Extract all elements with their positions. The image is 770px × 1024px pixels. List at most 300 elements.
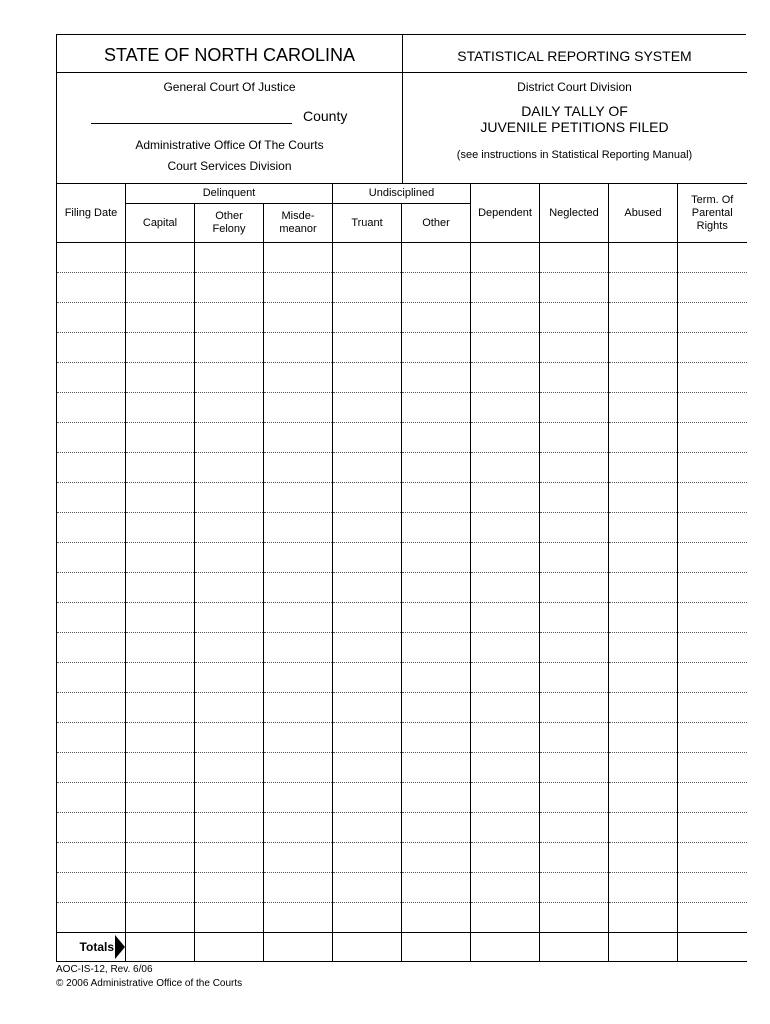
tally-cell[interactable] [540,513,609,543]
tally-cell[interactable] [264,243,333,273]
delinquent-header: Delinquent [126,184,333,204]
tally-cell[interactable] [540,363,609,393]
tally-cell[interactable] [264,723,333,753]
tally-cell[interactable] [195,693,264,723]
tally-cell[interactable] [195,873,264,903]
tally-cell[interactable] [333,243,402,273]
tally-cell[interactable] [402,483,471,513]
tally-cell[interactable] [402,873,471,903]
tally-cell[interactable] [57,873,126,903]
tally-cell[interactable] [678,813,747,843]
tally-cell[interactable] [126,543,195,573]
tally-cell[interactable] [57,273,126,303]
tally-cell[interactable] [57,783,126,813]
tally-cell[interactable] [678,633,747,663]
tally-cell[interactable] [471,723,540,753]
tally-cell[interactable] [471,843,540,873]
tally-row [57,243,747,273]
tally-cell[interactable] [264,903,333,933]
tally-cell[interactable] [264,303,333,333]
tally-cell[interactable] [195,813,264,843]
tally-cell[interactable] [333,303,402,333]
tally-cell[interactable] [471,873,540,903]
tally-row [57,843,747,873]
arrow-right-icon [115,935,125,959]
misdemeanor-line2: meanor [279,223,317,235]
tally-cell[interactable] [540,693,609,723]
tally-cell[interactable] [195,423,264,453]
tally-cell[interactable] [471,633,540,663]
county-label: County [303,108,348,124]
tally-cell[interactable] [609,363,678,393]
tally-cell[interactable] [57,753,126,783]
tally-cell[interactable] [57,513,126,543]
juvenile-petitions-form [56,34,746,962]
tally-cell[interactable] [402,243,471,273]
totals-row [57,933,747,962]
tally-cell[interactable] [540,813,609,843]
tally-cell[interactable] [471,663,540,693]
tally-cell[interactable] [471,453,540,483]
tally-cell[interactable] [264,363,333,393]
tally-cell[interactable] [402,453,471,483]
tally-cell[interactable] [264,393,333,423]
tally-row [57,483,747,513]
tally-cell[interactable] [402,663,471,693]
tally-cell[interactable] [609,393,678,423]
totals-label: Totals [79,939,114,954]
admin-office-label: Administrative Office Of The Courts [135,138,324,152]
tally-cell[interactable] [678,513,747,543]
tally-cell[interactable] [471,273,540,303]
tally-cell[interactable] [126,783,195,813]
tally-cell[interactable] [333,903,402,933]
tally-cell[interactable] [609,573,678,603]
tally-cell[interactable] [195,663,264,693]
tally-cell[interactable] [195,753,264,783]
tally-cell[interactable] [402,363,471,393]
tally-cell[interactable] [333,423,402,453]
tally-row [57,783,747,813]
tally-cell[interactable] [678,243,747,273]
tally-cell[interactable] [678,573,747,603]
tally-cell[interactable] [333,513,402,543]
tally-cell[interactable] [264,273,333,303]
tally-cell[interactable] [195,783,264,813]
tally-cell[interactable] [678,723,747,753]
tally-row [57,873,747,903]
tally-cell[interactable] [57,243,126,273]
misdemeanor-line1: Misde- [281,210,315,222]
tally-cell[interactable] [540,303,609,333]
tally-cell[interactable] [126,423,195,453]
tally-cell[interactable] [126,603,195,633]
tally-cell[interactable] [126,333,195,363]
tally-cell[interactable] [678,273,747,303]
tally-cell[interactable] [540,873,609,903]
neglected-header: Neglected [540,184,609,243]
tally-cell[interactable] [540,663,609,693]
tally-cell[interactable] [333,273,402,303]
totals-cell[interactable] [195,933,264,962]
truant-header: Truant [333,204,402,243]
tally-cell[interactable] [609,873,678,903]
tally-cell[interactable] [609,273,678,303]
tally-cell[interactable] [264,753,333,783]
form-title-line1: DAILY TALLY OF [521,103,628,119]
tally-cell[interactable] [264,453,333,483]
tally-row [57,543,747,573]
tally-row [57,603,747,633]
tally-cell[interactable] [678,453,747,483]
capital-header: Capital [126,204,195,243]
tally-cell[interactable] [540,783,609,813]
tally-cell[interactable] [195,303,264,333]
undisciplined-other-header: Other [402,204,471,243]
tally-cell[interactable] [57,393,126,423]
tally-cell[interactable] [540,273,609,303]
tally-row [57,633,747,663]
tally-row [57,903,747,933]
tally-cell[interactable] [540,243,609,273]
tally-cell[interactable] [264,483,333,513]
copyright: © 2006 Administrative Office of the Courts [56,978,243,989]
tally-cell[interactable] [264,513,333,543]
tally-cell[interactable] [333,693,402,723]
tally-cell[interactable] [126,843,195,873]
tally-cell[interactable] [57,453,126,483]
tally-cell[interactable] [471,363,540,393]
tally-cell[interactable] [609,663,678,693]
tally-cell[interactable] [540,723,609,753]
district-division-label: District Court Division [517,80,632,94]
tally-row [57,333,747,363]
tally-cell[interactable] [609,423,678,453]
tally-cell[interactable] [471,903,540,933]
tally-cell[interactable] [264,783,333,813]
tally-cell[interactable] [57,363,126,393]
totals-cell[interactable] [402,933,471,962]
tally-cell[interactable] [126,693,195,723]
tally-cell[interactable] [333,333,402,363]
tally-cell[interactable] [57,843,126,873]
form-title [402,103,747,135]
tally-cell[interactable] [609,483,678,513]
tally-cell[interactable] [540,753,609,783]
tally-cell[interactable] [609,633,678,663]
tally-cell[interactable] [126,813,195,843]
tally-cell[interactable] [264,543,333,573]
state-title: STATE OF NORTH CAROLINA [103,45,356,65]
tally-cell[interactable] [264,633,333,663]
tally-cell[interactable] [402,543,471,573]
tally-cell[interactable] [333,543,402,573]
tally-row [57,813,747,843]
tally-cell[interactable] [195,513,264,543]
dependent-header: Dependent [471,184,540,243]
tally-row [57,363,747,393]
tally-cell[interactable] [678,423,747,453]
tally-cell[interactable] [540,633,609,663]
tally-cell[interactable] [540,903,609,933]
tally-cell[interactable] [402,273,471,303]
tally-cell[interactable] [333,873,402,903]
tally-cell[interactable] [333,633,402,663]
tally-cell[interactable] [678,483,747,513]
tally-cell[interactable] [264,813,333,843]
tally-cell[interactable] [126,483,195,513]
tally-cell[interactable] [609,513,678,543]
tally-row [57,273,747,303]
tally-cell[interactable] [540,543,609,573]
totals-cell[interactable] [540,933,609,962]
tally-row [57,573,747,603]
tally-cell[interactable] [402,903,471,933]
tally-cell[interactable] [402,633,471,663]
tally-cell[interactable] [678,753,747,783]
tpr-header-line3: Rights [696,219,728,232]
header-rule [57,72,747,73]
tally-cell[interactable] [333,843,402,873]
tpr-header-line2: Parental [691,206,733,219]
tally-cell[interactable] [402,573,471,603]
tally-cell[interactable] [333,483,402,513]
tally-cell[interactable] [126,273,195,303]
abused-header: Abused [609,184,678,243]
tally-cell[interactable] [402,303,471,333]
county-blank-field[interactable] [91,123,292,124]
tally-cell[interactable] [126,873,195,903]
form-footer [56,963,242,991]
tally-cell[interactable] [333,783,402,813]
tally-cell[interactable] [333,393,402,423]
tally-cell[interactable] [195,453,264,483]
tally-cell[interactable] [609,333,678,363]
tally-cell[interactable] [126,303,195,333]
tally-cell[interactable] [471,243,540,273]
tally-cell[interactable] [264,693,333,723]
tally-cell[interactable] [195,243,264,273]
tally-cell[interactable] [126,633,195,663]
tally-cell[interactable] [264,843,333,873]
tally-cell[interactable] [471,423,540,453]
tally-cell[interactable] [402,813,471,843]
tally-cell[interactable] [402,723,471,753]
tally-cell[interactable] [264,873,333,903]
tally-cell[interactable] [678,363,747,393]
form-title-line2: JUVENILE PETITIONS FILED [480,119,669,135]
tally-cell[interactable] [57,603,126,633]
totals-cell[interactable] [126,933,195,962]
tally-cell[interactable] [57,423,126,453]
tally-cell[interactable] [126,513,195,543]
tally-cell[interactable] [471,333,540,363]
tally-cell[interactable] [57,663,126,693]
tally-cell[interactable] [609,693,678,723]
form-header [56,34,746,183]
tally-cell[interactable] [471,483,540,513]
tally-cell[interactable] [195,363,264,393]
tally-cell[interactable] [57,573,126,603]
tally-cell[interactable] [195,843,264,873]
undisciplined-header: Undisciplined [333,184,471,204]
other-felony-line2: Felony [212,223,246,235]
tally-row [57,693,747,723]
tally-cell[interactable] [333,663,402,693]
tally-cell[interactable] [471,303,540,333]
tally-cell[interactable] [471,393,540,423]
tally-cell[interactable] [678,843,747,873]
tally-cell[interactable] [264,603,333,633]
tally-cell[interactable] [402,393,471,423]
tally-cell[interactable] [57,483,126,513]
tally-cell[interactable] [195,333,264,363]
tally-cell[interactable] [540,483,609,513]
tally-cell[interactable] [57,543,126,573]
tally-cell[interactable] [195,273,264,303]
tally-cell[interactable] [540,573,609,603]
totals-cell[interactable] [264,933,333,962]
tally-row [57,303,747,333]
tally-cell[interactable] [264,663,333,693]
tally-cell[interactable] [264,423,333,453]
tally-cell[interactable] [195,483,264,513]
totals-cell[interactable] [471,933,540,962]
tally-cell[interactable] [609,783,678,813]
tally-cell[interactable] [57,723,126,753]
tally-cell[interactable] [402,333,471,363]
tally-cell[interactable] [126,573,195,603]
tally-row [57,513,747,543]
totals-cell[interactable] [609,933,678,962]
tally-cell[interactable] [126,453,195,483]
filing-date-header: Filing Date [57,184,126,243]
tally-cell[interactable] [471,573,540,603]
tally-row [57,663,747,693]
tally-cell[interactable] [402,513,471,543]
tally-cell[interactable] [678,303,747,333]
tally-cell[interactable] [333,813,402,843]
tally-cell[interactable] [471,603,540,633]
tally-cell[interactable] [57,813,126,843]
tally-cell[interactable] [57,903,126,933]
tally-row [57,453,747,483]
tally-cell[interactable] [57,333,126,363]
tally-cell[interactable] [471,783,540,813]
tally-cell[interactable] [195,573,264,603]
tally-cell[interactable] [609,753,678,783]
tally-cell[interactable] [126,723,195,753]
tally-cell[interactable] [195,903,264,933]
tally-cell[interactable] [57,693,126,723]
totals-cell[interactable] [333,933,402,962]
system-title: STATISTICAL REPORTING SYSTEM [457,48,692,64]
tally-cell[interactable] [540,603,609,633]
tally-cell[interactable] [678,903,747,933]
tally-cell[interactable] [195,543,264,573]
tally-cell[interactable] [402,423,471,453]
tally-cell[interactable] [402,693,471,723]
tally-cell[interactable] [540,843,609,873]
tally-cell[interactable] [678,783,747,813]
tally-row [57,723,747,753]
tally-cell[interactable] [678,393,747,423]
totals-cell[interactable] [678,933,747,962]
tally-cell[interactable] [195,723,264,753]
tally-cell[interactable] [540,423,609,453]
tally-cell[interactable] [195,393,264,423]
tally-cell[interactable] [333,723,402,753]
tally-cell[interactable] [678,603,747,633]
other-felony-header [195,204,264,243]
tally-row [57,423,747,453]
tally-cell[interactable] [678,543,747,573]
tally-cell[interactable] [333,453,402,483]
tally-cell[interactable] [471,813,540,843]
tpr-header [678,184,747,243]
other-felony-line1: Other [215,210,243,222]
tally-cell[interactable] [609,543,678,573]
tally-cell[interactable] [609,723,678,753]
tally-cell[interactable] [333,363,402,393]
tally-cell[interactable] [609,303,678,333]
tally-cell[interactable] [57,633,126,663]
tally-cell[interactable] [609,813,678,843]
tally-cell[interactable] [471,543,540,573]
tally-cell[interactable] [609,603,678,633]
court-services-label: Court Services Division [167,159,292,173]
tally-cell[interactable] [57,303,126,333]
tally-cell[interactable] [402,843,471,873]
totals-label-cell [57,933,126,962]
tpr-header-line1: Term. Of [691,193,734,206]
tally-cell[interactable] [678,333,747,363]
tally-cell[interactable] [126,363,195,393]
tally-cell[interactable] [609,453,678,483]
tally-cell[interactable] [609,903,678,933]
tally-cell[interactable] [126,243,195,273]
tally-cell[interactable] [126,753,195,783]
tally-cell[interactable] [471,693,540,723]
tally-cell[interactable] [540,393,609,423]
tally-cell[interactable] [264,573,333,603]
tally-cell[interactable] [471,753,540,783]
tally-cell[interactable] [402,603,471,633]
tally-cell[interactable] [402,783,471,813]
tally-cell[interactable] [471,513,540,543]
tally-cell[interactable] [126,903,195,933]
tally-cell[interactable] [333,603,402,633]
tally-cell[interactable] [126,393,195,423]
tally-cell[interactable] [609,843,678,873]
instructions-note: (see instructions in Statistical Reporting Manual) [456,149,693,161]
tally-cell[interactable] [333,573,402,603]
tally-cell[interactable] [678,693,747,723]
tally-cell[interactable] [402,753,471,783]
tally-cell[interactable] [264,333,333,363]
tally-cell[interactable] [195,603,264,633]
tally-cell[interactable] [333,753,402,783]
tally-cell[interactable] [678,663,747,693]
tally-cell[interactable] [609,243,678,273]
tally-cell[interactable] [678,873,747,903]
tally-cell[interactable] [540,333,609,363]
tally-cell[interactable] [126,663,195,693]
tally-cell[interactable] [540,453,609,483]
tally-row [57,393,747,423]
tally-cell[interactable] [195,633,264,663]
tally-row [57,753,747,783]
